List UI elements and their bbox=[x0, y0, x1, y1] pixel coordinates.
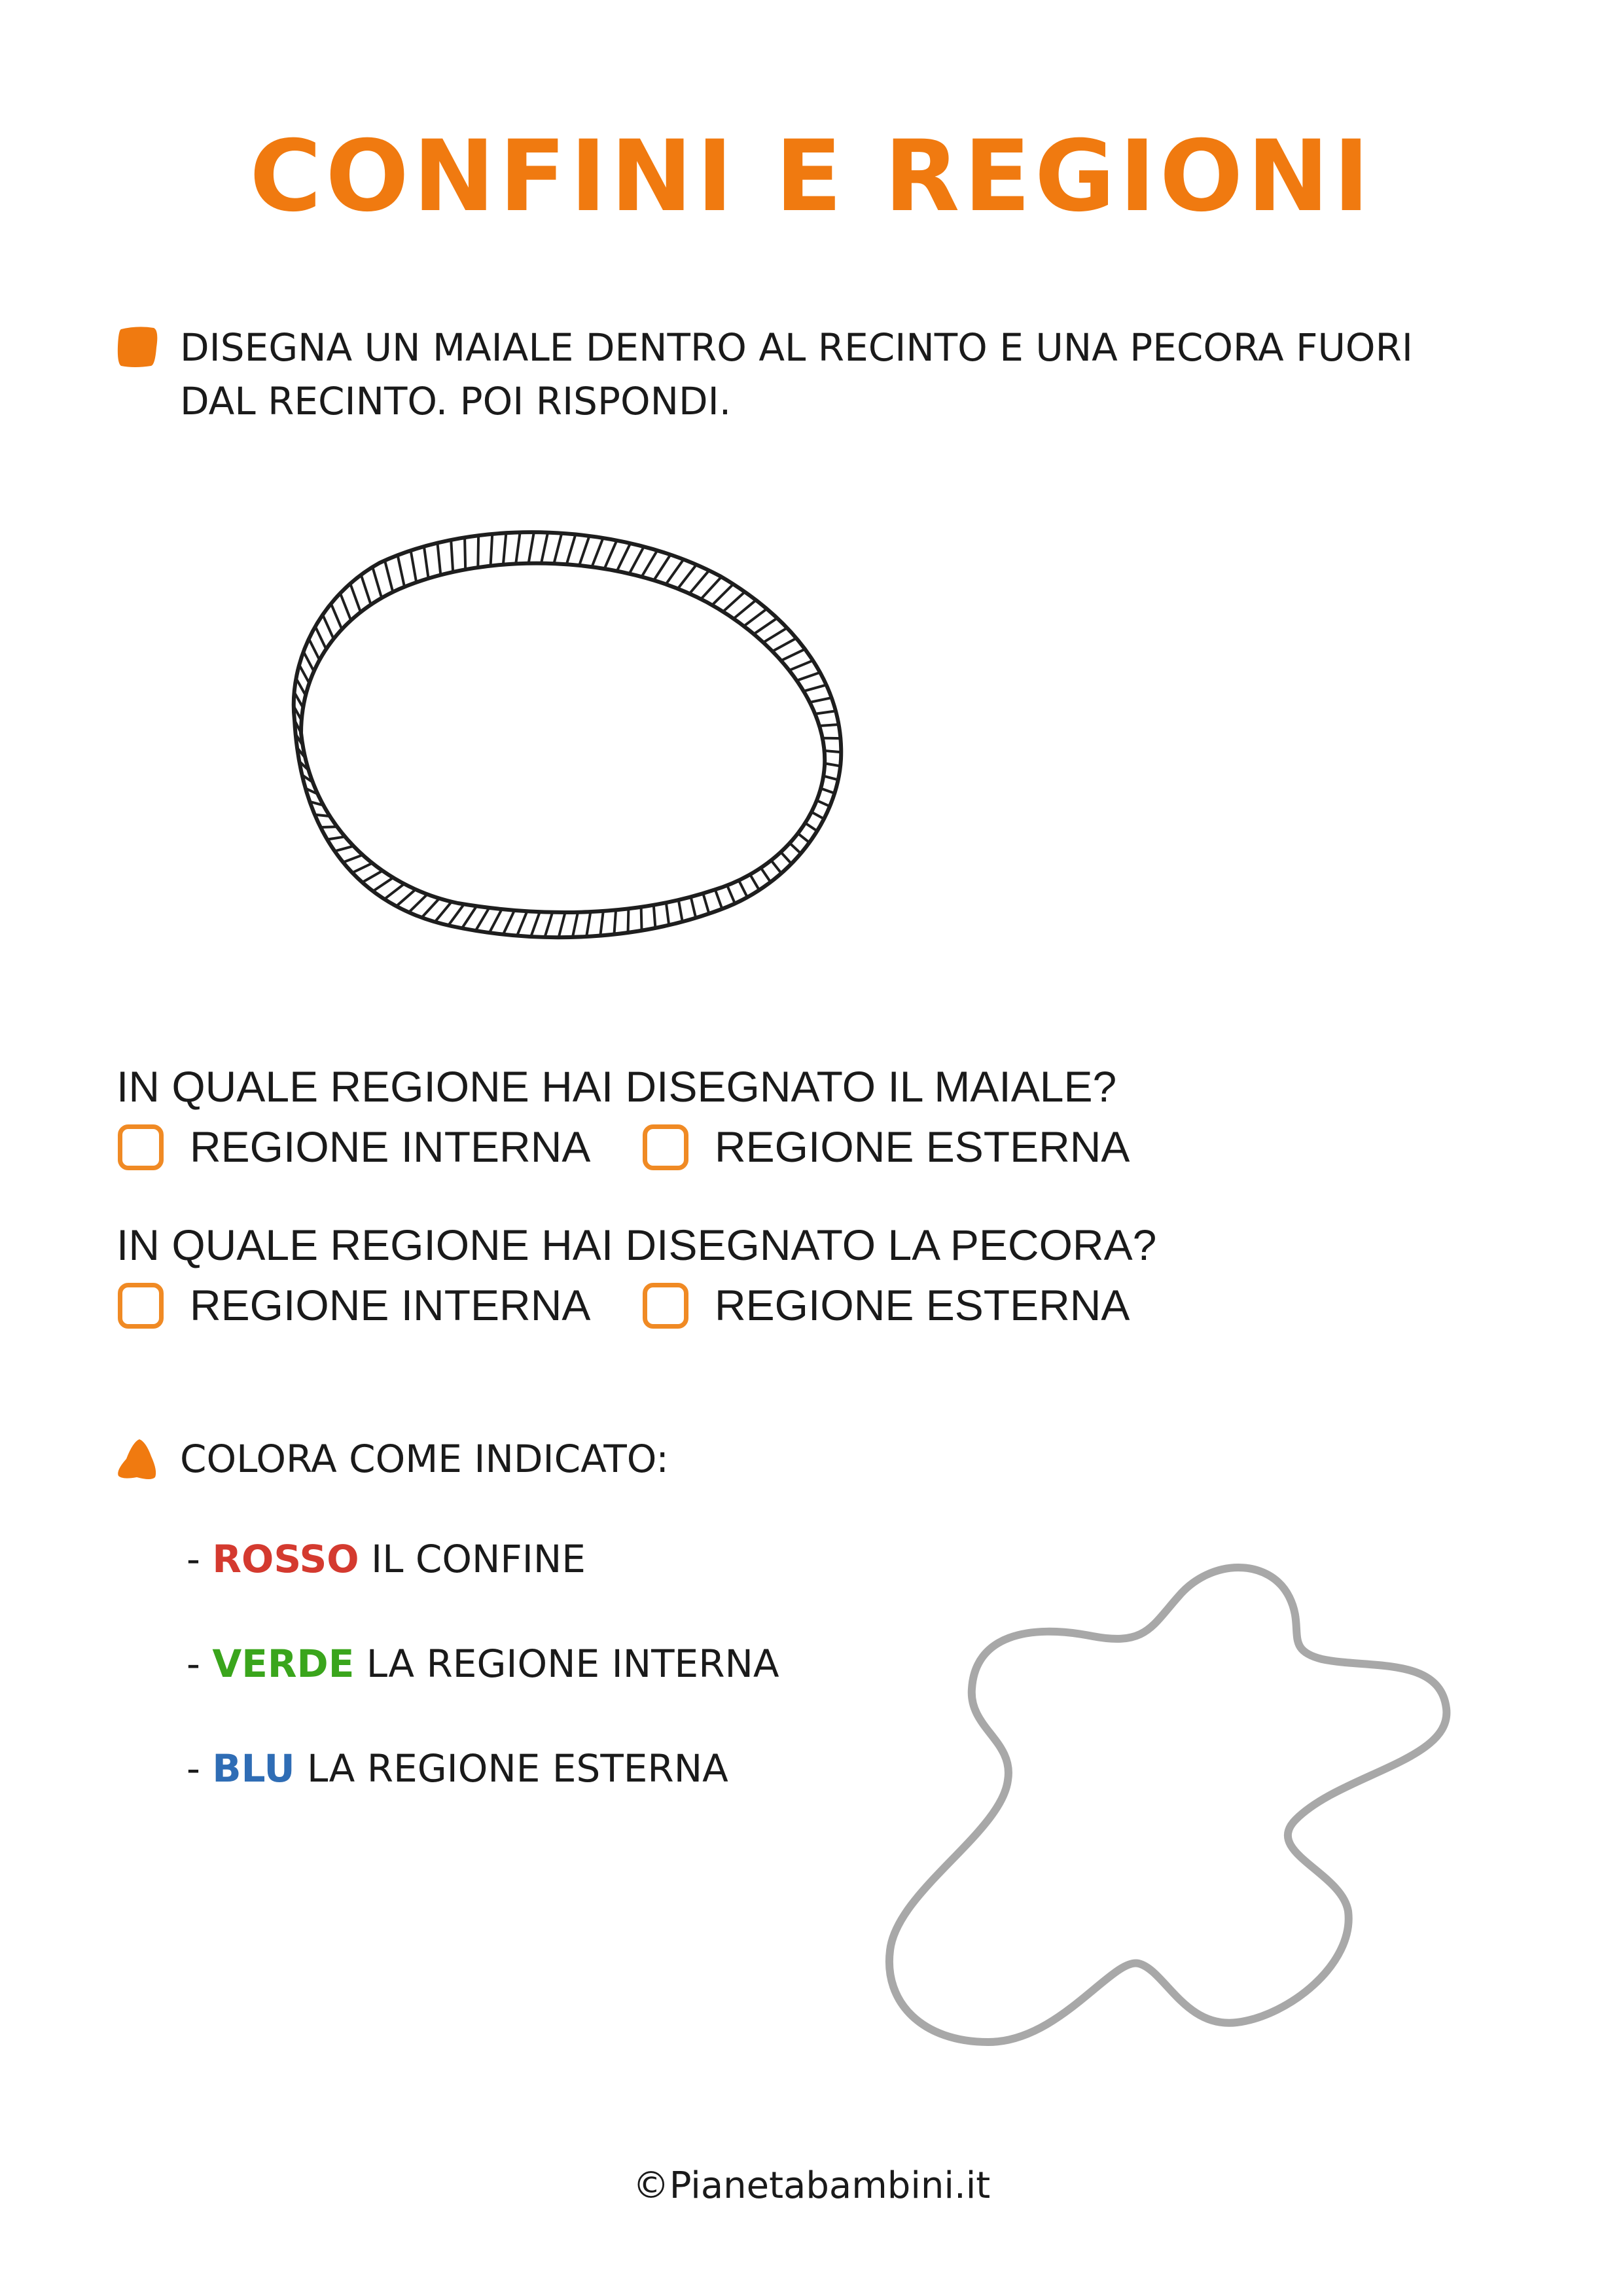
fence-slat bbox=[296, 679, 306, 696]
fence-slat bbox=[385, 560, 393, 592]
fence-slat bbox=[771, 860, 781, 873]
fence-slat bbox=[819, 725, 839, 726]
fence-slat bbox=[451, 540, 453, 572]
fence-slat bbox=[772, 638, 796, 651]
fence-slat bbox=[315, 626, 327, 649]
question-1-option-external-checkbox[interactable] bbox=[643, 1124, 688, 1170]
fence-slat bbox=[437, 543, 440, 575]
fence-slat bbox=[739, 880, 747, 897]
fence-slat bbox=[630, 547, 644, 573]
dash: - bbox=[187, 1746, 200, 1791]
fence-enclosure bbox=[281, 517, 857, 969]
fence-slat bbox=[567, 534, 576, 564]
fence-slat bbox=[309, 639, 319, 660]
fence-slat bbox=[605, 541, 617, 569]
fence-slat bbox=[701, 577, 721, 599]
fence-slat bbox=[798, 833, 810, 842]
fence-slat bbox=[323, 615, 334, 639]
fence-slat bbox=[796, 672, 820, 680]
fence-slat bbox=[435, 902, 452, 922]
fence-slat bbox=[703, 893, 709, 914]
fence-slat bbox=[805, 823, 817, 831]
fence-slat bbox=[654, 554, 670, 580]
question-2-option-external-checkbox[interactable] bbox=[643, 1283, 688, 1329]
fence-slat bbox=[600, 911, 603, 936]
fence-slat bbox=[448, 904, 464, 925]
fence-slat bbox=[812, 812, 824, 819]
question-1-option-internal-checkbox[interactable] bbox=[118, 1124, 164, 1170]
fence-slat bbox=[790, 843, 801, 853]
color-instruction-red bbox=[187, 1533, 586, 1585]
fence-slat bbox=[462, 906, 476, 928]
fence-slat bbox=[744, 609, 767, 626]
fence-slat bbox=[559, 912, 565, 937]
fence-slat bbox=[340, 593, 351, 620]
question-2-option-internal-label: REGIONE INTERNA bbox=[190, 1281, 591, 1329]
page-title: CONFINI E REGIONI bbox=[249, 120, 1374, 234]
fence-slat bbox=[614, 910, 616, 934]
color-instruction-rest: LA REGIONE INTERNA bbox=[366, 1641, 779, 1686]
fence-slat bbox=[579, 536, 589, 565]
fence-slat bbox=[491, 534, 493, 566]
fence-slat bbox=[334, 846, 353, 852]
fence-slat bbox=[628, 908, 629, 933]
fence-slat bbox=[421, 899, 439, 918]
footer-copyright: ©Pianetabambini.it bbox=[632, 2164, 991, 2207]
fence-slat bbox=[654, 905, 656, 928]
question-2-option-external-label: REGIONE ESTERNA bbox=[715, 1281, 1130, 1329]
fence-slat bbox=[723, 592, 745, 611]
fence-slat bbox=[592, 538, 603, 567]
fence-slat bbox=[641, 907, 642, 931]
fence-slat bbox=[821, 789, 834, 793]
color-instruction-rest: LA REGIONE ESTERNA bbox=[307, 1746, 728, 1791]
fence-slat bbox=[490, 909, 502, 933]
fence-slat bbox=[804, 685, 827, 691]
fence-slat bbox=[789, 660, 813, 670]
fence-slat bbox=[544, 912, 552, 937]
fence-slat bbox=[781, 852, 791, 864]
fence-slat bbox=[315, 815, 330, 816]
question-1-text: IN QUALE REGIONE HAI DISEGNATO IL MAIALE? bbox=[116, 1062, 1117, 1111]
fence-slat bbox=[397, 889, 416, 906]
fence-slat bbox=[372, 567, 382, 598]
color-instruction-blue bbox=[187, 1742, 728, 1795]
fence-slat bbox=[666, 560, 684, 584]
fence-slat bbox=[641, 550, 657, 577]
fence-slat bbox=[343, 855, 363, 862]
fence-slat bbox=[384, 884, 404, 899]
fence-slat bbox=[503, 910, 514, 935]
color-word-blue: BLU bbox=[212, 1746, 295, 1791]
blob-shape bbox=[870, 1545, 1459, 2068]
fence-slat bbox=[476, 908, 490, 931]
color-instruction-rest: IL CONFINE bbox=[371, 1537, 586, 1581]
question-2-text: IN QUALE REGIONE HAI DISEGNATO LA PECORA? bbox=[116, 1221, 1157, 1269]
fence-slat bbox=[409, 894, 427, 912]
fence-slat bbox=[715, 889, 722, 909]
fence-slat bbox=[327, 836, 345, 839]
fence-slat bbox=[823, 776, 838, 780]
fence-slat bbox=[373, 878, 393, 891]
fence-slat bbox=[299, 665, 309, 683]
color-instruction-green bbox=[187, 1638, 779, 1690]
dash: - bbox=[187, 1537, 200, 1581]
triangle-blob-icon bbox=[115, 1437, 160, 1482]
fence-slat bbox=[361, 575, 371, 605]
fence-slat bbox=[712, 584, 733, 605]
question-1-option-external-label: REGIONE ESTERNA bbox=[715, 1122, 1130, 1171]
fence-slat bbox=[810, 698, 831, 702]
fence-slat bbox=[331, 603, 342, 629]
fence-slat bbox=[750, 874, 759, 890]
fence-slat bbox=[825, 763, 840, 766]
fence-slat bbox=[815, 711, 836, 713]
fence-slat bbox=[679, 900, 683, 922]
color-word-red: ROSSO bbox=[212, 1537, 359, 1581]
fence-slat bbox=[690, 571, 709, 594]
square-blob-icon bbox=[115, 324, 160, 370]
question-1-option-internal-label: REGIONE INTERNA bbox=[190, 1122, 591, 1171]
fence-slat bbox=[734, 600, 756, 619]
fence-slat bbox=[398, 555, 404, 586]
fence-slat bbox=[763, 628, 787, 642]
fence-slat bbox=[350, 584, 361, 613]
fence-slat bbox=[424, 547, 429, 579]
fence-slat bbox=[617, 543, 631, 571]
fence-slat bbox=[503, 533, 507, 564]
fence-slat bbox=[541, 533, 548, 564]
fence-slat bbox=[363, 870, 383, 882]
fence-slat bbox=[781, 649, 805, 661]
fence-slat bbox=[516, 532, 520, 564]
fence-slat bbox=[727, 886, 735, 904]
fence-slat bbox=[517, 911, 527, 935]
fence-slat bbox=[691, 897, 696, 918]
fence-slat bbox=[754, 618, 777, 634]
fence-slat bbox=[678, 565, 696, 589]
fence-slat bbox=[411, 550, 417, 583]
fence-slat bbox=[825, 751, 842, 752]
fence-slat bbox=[586, 912, 590, 937]
fence-slat bbox=[666, 903, 669, 925]
fence-slat bbox=[554, 533, 562, 564]
fence-slat bbox=[352, 863, 372, 873]
exercise1-instruction-line1: DISEGNA UN MAIALE DENTRO AL RECINTO E UNA PECORA FUORI bbox=[180, 325, 1413, 370]
fence-slat bbox=[573, 912, 578, 937]
question-2-option-internal-checkbox[interactable] bbox=[118, 1283, 164, 1329]
exercise2-instruction: COLORA COME INDICATO: bbox=[180, 1437, 669, 1481]
fence-slat bbox=[817, 800, 830, 806]
fence-slat bbox=[529, 532, 534, 564]
color-word-green: VERDE bbox=[212, 1641, 355, 1686]
dash: - bbox=[187, 1641, 200, 1686]
exercise1-instruction-line2: DAL RECINTO. POI RISPONDI. bbox=[180, 379, 732, 423]
fence-slat bbox=[761, 868, 771, 882]
fence-slat bbox=[304, 652, 314, 672]
fence-slat bbox=[531, 912, 540, 937]
